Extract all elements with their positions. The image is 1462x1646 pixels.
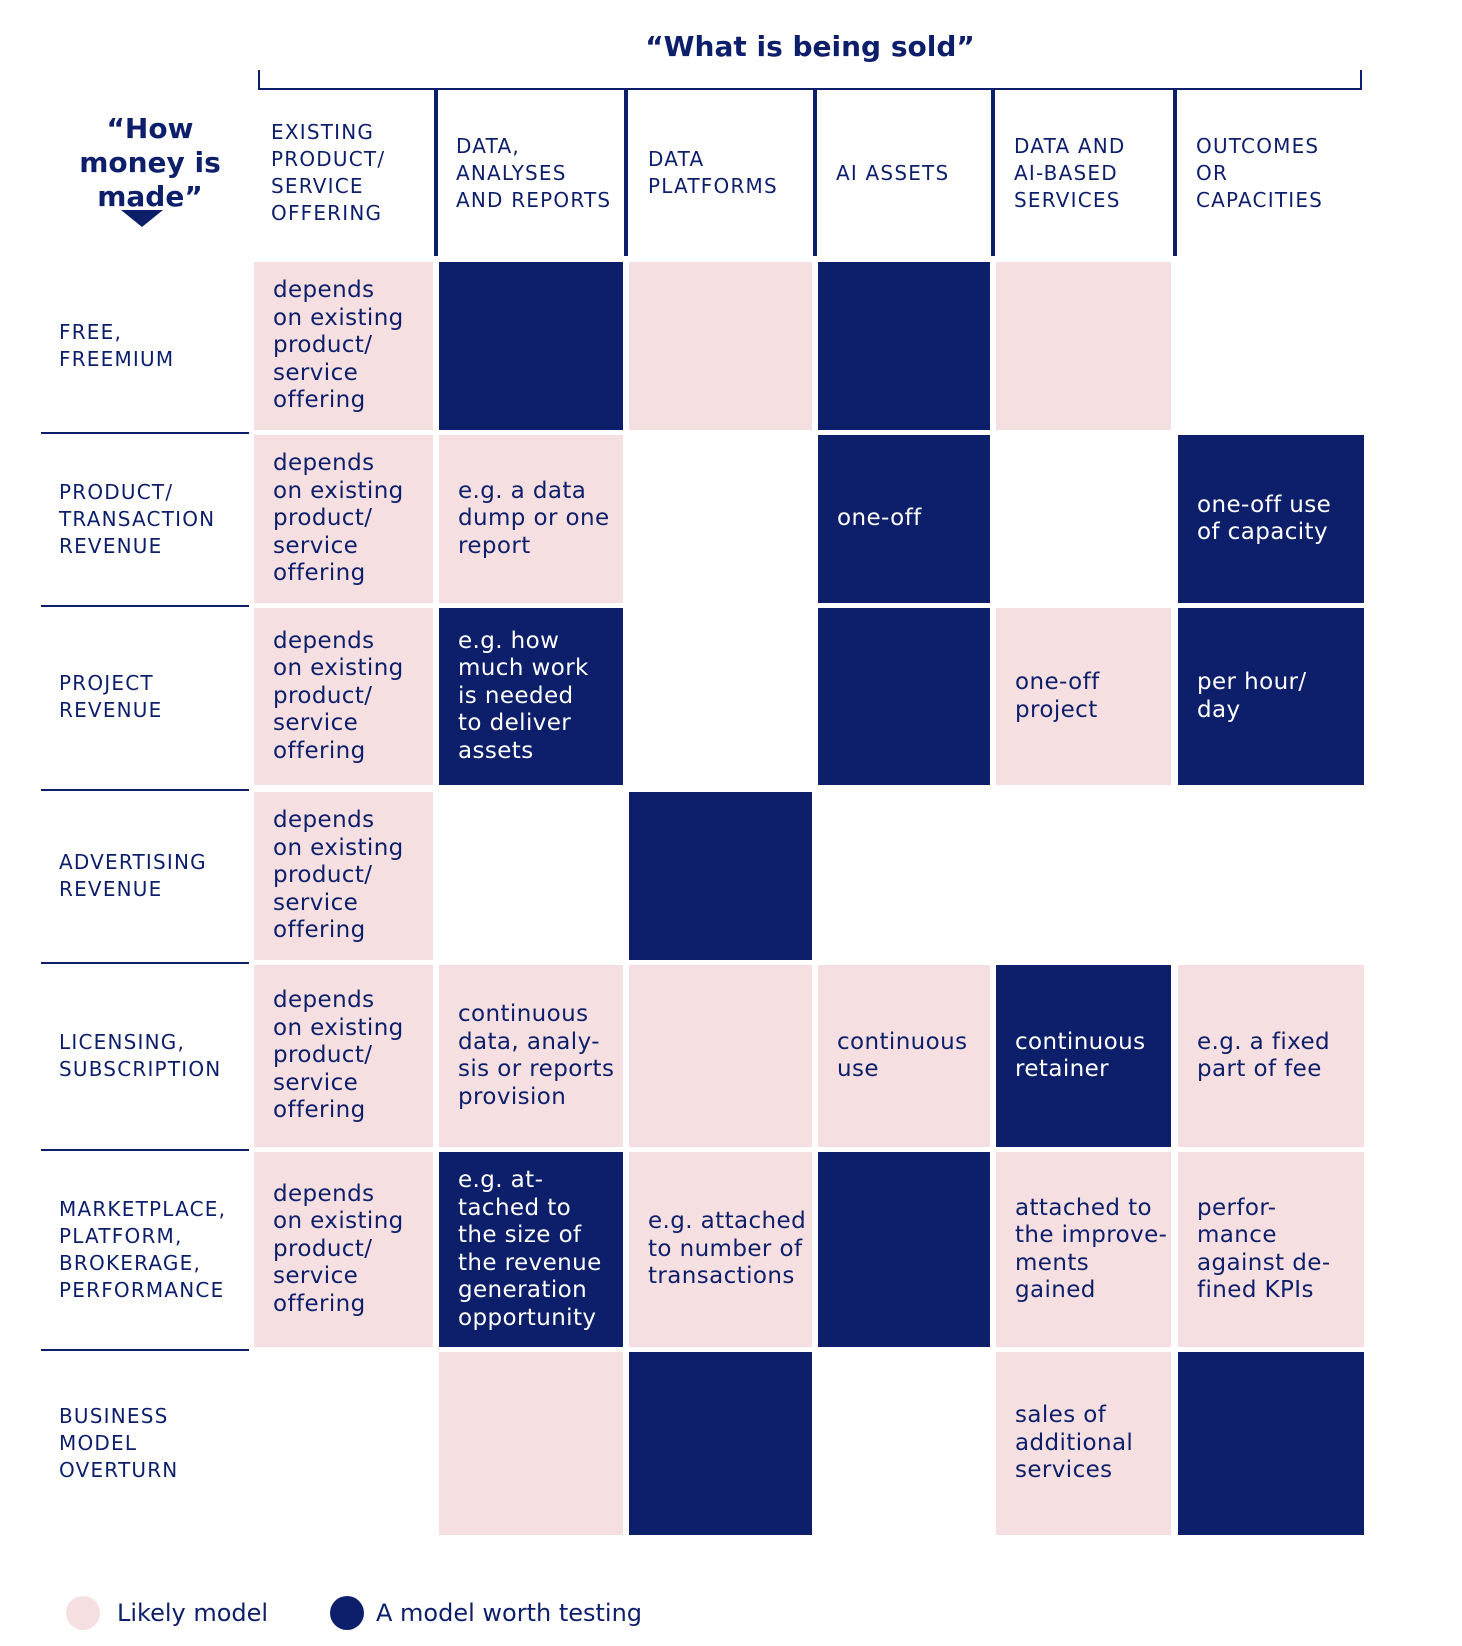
matrix-cell-text: e.g. how much work is needed to deliver assets bbox=[458, 627, 589, 764]
column-header-data-and-ai-based-services bbox=[1014, 90, 1179, 256]
row-header-project-revenue bbox=[59, 608, 249, 785]
matrix-cell-likely-model bbox=[254, 262, 433, 430]
matrix-cell-likely-model bbox=[818, 965, 990, 1147]
matrix-cell-likely-model bbox=[996, 608, 1171, 785]
matrix-cell-likely-model bbox=[439, 965, 623, 1147]
matrix-cell-likely-model bbox=[254, 965, 433, 1147]
matrix-cell-text: depends on existing product/ service offering bbox=[273, 987, 404, 1124]
matrix-cell-likely-model bbox=[1178, 965, 1364, 1147]
matrix-cell-text: depends on existing product/ service offering bbox=[273, 627, 404, 764]
row-header-advertising-revenue bbox=[59, 792, 249, 960]
column-header-data-platforms bbox=[648, 90, 821, 256]
matrix-cell-text: depends on existing product/ service offering bbox=[273, 450, 404, 587]
row-divider bbox=[41, 1149, 249, 1151]
column-header-label: EXISTING PRODUCT/ SERVICE OFFERING bbox=[271, 120, 386, 225]
matrix-cell-text: one-off use of capacity bbox=[1197, 491, 1332, 545]
row-header-label: FREE, FREEMIUM bbox=[59, 320, 175, 371]
matrix-cell-likely-model bbox=[629, 262, 812, 430]
row-header-label: PROJECT REVENUE bbox=[59, 670, 163, 722]
matrix-cell-model-worth-testing bbox=[996, 965, 1171, 1147]
row-divider bbox=[41, 962, 249, 964]
matrix-cell-likely-model bbox=[254, 435, 433, 603]
matrix-cell-likely-model bbox=[439, 435, 623, 603]
column-header-outcomes-or-capacities bbox=[1196, 90, 1372, 256]
row-divider bbox=[41, 432, 249, 434]
column-bracket-right-tick bbox=[1360, 70, 1362, 90]
column-header-label: DATA AND AI-BASED SERVICES bbox=[1014, 133, 1126, 212]
column-divider bbox=[813, 90, 817, 256]
matrix-cell-text: continuous retainer bbox=[1015, 1028, 1146, 1082]
matrix-cell-model-worth-testing bbox=[818, 435, 990, 603]
how-money-is-made-title: “How money is made” bbox=[79, 112, 221, 213]
legend-likely-model-label: Likely model bbox=[117, 1599, 269, 1627]
matrix-cell-likely-model bbox=[996, 1352, 1171, 1535]
matrix-cell-text: sales of additional services bbox=[1015, 1402, 1134, 1484]
row-header-label: LICENSING, SUBSCRIPTION bbox=[59, 1030, 222, 1081]
matrix-cell-model-worth-testing bbox=[439, 1152, 623, 1347]
matrix-cell-text: e.g. attached to number of transactions bbox=[648, 1208, 807, 1290]
column-header-ai-assets bbox=[836, 90, 998, 256]
row-divider bbox=[41, 605, 249, 607]
matrix-cell-model-worth-testing bbox=[629, 792, 812, 960]
matrix-cell-likely-model bbox=[629, 965, 812, 1147]
column-header-label: DATA PLATFORMS bbox=[648, 147, 778, 198]
matrix-cell-text: continuous use bbox=[837, 1028, 968, 1082]
matrix-cell-text: e.g. at- tached to the size of the revenue generation opportunity bbox=[458, 1167, 602, 1331]
matrix-cell-likely-model bbox=[254, 608, 433, 785]
row-header-label: BUSINESS MODEL OVERTURN bbox=[59, 1404, 179, 1482]
row-header-label: ADVERTISING REVENUE bbox=[59, 850, 207, 901]
row-header-marketplace-platform-brokerage-performance bbox=[59, 1152, 249, 1347]
matrix-cell-model-worth-testing bbox=[818, 262, 990, 430]
matrix-cell-likely-model bbox=[254, 1152, 433, 1347]
matrix-cell-model-worth-testing bbox=[818, 1152, 990, 1347]
matrix-cell-likely-model bbox=[629, 1152, 812, 1347]
row-header-licensing-subscription bbox=[59, 965, 249, 1147]
column-divider bbox=[624, 90, 628, 256]
matrix-cell-model-worth-testing bbox=[629, 1352, 812, 1535]
likely-model-swatch-icon bbox=[66, 1596, 100, 1630]
model-worth-testing-swatch-icon bbox=[330, 1596, 364, 1630]
row-divider bbox=[41, 789, 249, 791]
matrix-cell-text: one-off bbox=[837, 505, 922, 532]
matrix-cell-text: one-off project bbox=[1015, 669, 1100, 723]
matrix-cell-model-worth-testing bbox=[439, 608, 623, 785]
matrix-cell-model-worth-testing bbox=[1178, 1352, 1364, 1535]
matrix-cell-text: per hour/ day bbox=[1197, 669, 1307, 723]
matrix-cell-likely-model bbox=[1178, 1152, 1364, 1347]
matrix-cell-text: depends on existing product/ service offering bbox=[273, 1180, 404, 1317]
row-header-business-model-overturn bbox=[59, 1352, 249, 1535]
matrix-cell-likely-model bbox=[996, 1152, 1171, 1347]
column-divider bbox=[1173, 90, 1177, 256]
matrix-cell-likely-model bbox=[254, 792, 433, 960]
matrix-cell-text: continuous data, analy- sis or reports provision bbox=[458, 1001, 615, 1110]
matrix-cell-text: depends on existing product/ service offering bbox=[273, 277, 404, 414]
matrix-cell-likely-model bbox=[996, 262, 1171, 430]
column-bracket-left-tick bbox=[258, 70, 260, 90]
row-divider bbox=[41, 1349, 249, 1351]
matrix-cell-text: depends on existing product/ service offering bbox=[273, 807, 404, 944]
column-header-existing-product-service-offering bbox=[271, 90, 440, 256]
column-divider bbox=[434, 90, 438, 256]
row-header-free-freemium bbox=[59, 262, 249, 430]
row-header-product-transaction-revenue bbox=[59, 435, 249, 603]
column-header-data-analyses-and-reports bbox=[456, 90, 630, 256]
matrix-cell-text: perfor- mance against de- fined KPIs bbox=[1197, 1194, 1331, 1303]
matrix-cell-likely-model bbox=[439, 1352, 623, 1535]
matrix-cell-model-worth-testing bbox=[1178, 435, 1364, 603]
row-header-label: PRODUCT/ TRANSACTION REVENUE bbox=[59, 479, 216, 558]
legend-model-worth-testing-label: A model worth testing bbox=[376, 1599, 643, 1627]
column-header-label: AI ASSETS bbox=[836, 160, 950, 185]
matrix-cell-model-worth-testing bbox=[439, 262, 623, 430]
arrow-down-icon bbox=[121, 210, 163, 227]
column-divider bbox=[991, 90, 995, 256]
matrix-cell-text: attached to the improve- ments gained bbox=[1015, 1194, 1168, 1303]
matrix-cell-model-worth-testing bbox=[1178, 608, 1364, 785]
row-header-label: MARKETPLACE, PLATFORM, BROKERAGE, PERFORMANCE bbox=[59, 1196, 227, 1302]
column-header-label: DATA, ANALYSES AND REPORTS bbox=[456, 133, 612, 212]
what-is-being-sold-title: “What is being sold” bbox=[645, 30, 975, 63]
matrix-cell-text: e.g. a fixed part of fee bbox=[1197, 1028, 1331, 1082]
matrix-cell-model-worth-testing bbox=[818, 608, 990, 785]
column-header-label: OUTCOMES OR CAPACITIES bbox=[1196, 133, 1324, 212]
matrix-cell-text: e.g. a data dump or one report bbox=[458, 477, 610, 559]
